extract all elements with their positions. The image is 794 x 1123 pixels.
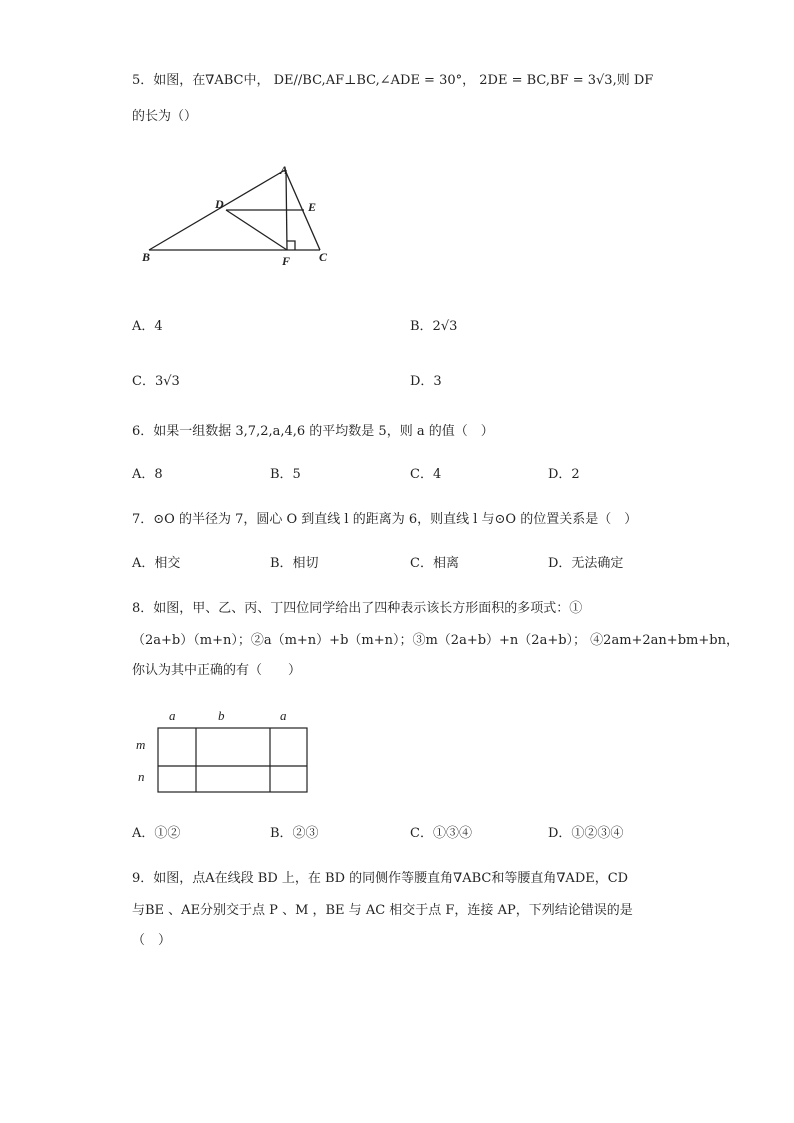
label-col-b: b [218, 708, 225, 723]
q5-option-d[interactable]: D．3 [410, 374, 442, 389]
q5-stem-line2: 的长为（） [132, 109, 198, 124]
q8-option-a[interactable]: A．①② [132, 826, 181, 841]
q6-option-c[interactable]: C．4 [410, 467, 442, 482]
label-row-n: n [138, 769, 145, 784]
q6-stem: 6．如果一组数据 3,7,2,a,4,6 的平均数是 5，则 a 的值（ ） [132, 424, 494, 439]
q8-stem-line3: 你认为其中正确的有（ ） [132, 663, 302, 678]
q7-stem: 7．⊙O 的半径为 7，圆心 O 到直线 l 的距离为 6，则直线 l 与⊙O 的位置关系是（ ） [132, 512, 638, 527]
q8-option-c[interactable]: C．①③④ [410, 826, 472, 841]
q9-stem-line1: 9．如图，点A在线段 BD 上，在 BD 的同侧作等腰直角∇ABC和等腰直角∇ADE，CD [132, 871, 629, 886]
label-A: A [280, 163, 289, 177]
q7-option-a[interactable]: A．相交 [132, 556, 181, 571]
q8-rectangle-figure [130, 706, 320, 798]
q6-option-a[interactable]: A．8 [132, 467, 163, 482]
label-row-m: m [136, 737, 146, 752]
label-col-a2: a [280, 708, 287, 723]
right-angle-mark [287, 241, 295, 250]
q5-triangle-figure [138, 158, 338, 270]
q8-stem-line1: 8．如图，甲、乙、丙、丁四位同学给出了四种表示该长方形面积的多项式：① [132, 601, 583, 616]
q8-option-b[interactable]: B．②③ [270, 826, 319, 841]
q8-option-d[interactable]: D．①②③④ [548, 826, 624, 841]
q8-stem-line2: （2a+b）（m+n）；②a（m+n）+b（m+n）；③m（2a+b）+n（2a+b）； ④2am+2an+bm+bn， [132, 633, 739, 648]
q7-option-d[interactable]: D．无法确定 [548, 556, 624, 571]
q5-option-b[interactable]: B．2√3 [410, 319, 458, 334]
label-E: E [308, 200, 317, 214]
label-F: F [282, 254, 291, 268]
label-B: B [142, 250, 151, 264]
segment-AF [286, 170, 287, 250]
q7-option-c[interactable]: C．相离 [410, 556, 459, 571]
q6-option-d[interactable]: D．2 [548, 467, 580, 482]
q9-stem-line2: 与BE 、AE分别交于点 P 、M ，BE 与 AC 相交于点 F，连接 AP，下列结论错误的是 [132, 903, 633, 918]
q7-option-b[interactable]: B．相切 [270, 556, 319, 571]
label-D: D [215, 197, 224, 211]
q5-option-c[interactable]: C．3√3 [132, 374, 180, 389]
q5-stem-line1: 5．如图，在∇ABC中， DE//BC,AF⊥BC,∠ADE = 30°， 2DE = BC,BF = 3√3,则 DF [132, 73, 654, 88]
outer-rectangle [158, 728, 307, 792]
q6-option-b[interactable]: B．5 [270, 467, 301, 482]
q9-stem-line3: （ ） [132, 933, 172, 948]
label-col-a1: a [169, 708, 176, 723]
q5-option-a[interactable]: A．4 [132, 319, 163, 334]
label-C: C [319, 250, 328, 264]
segment-DF [226, 210, 287, 250]
